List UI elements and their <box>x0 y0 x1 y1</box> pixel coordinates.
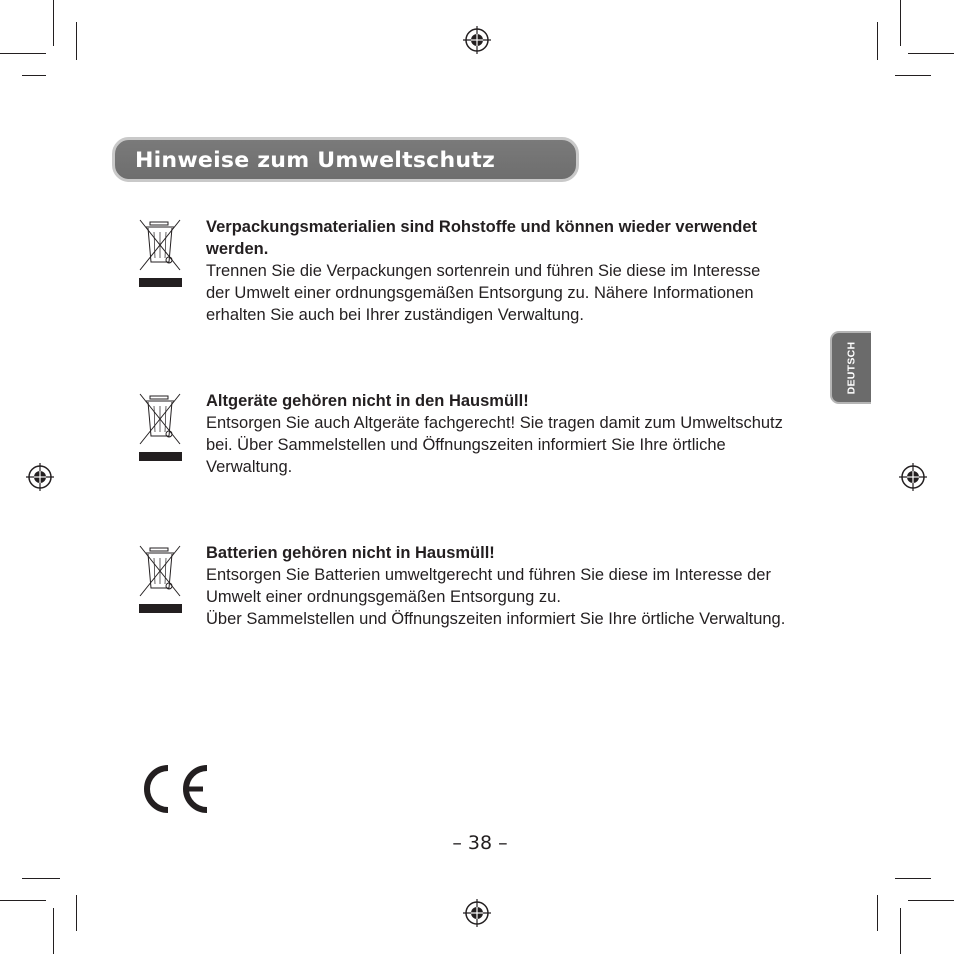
section-title-bar <box>112 137 579 182</box>
ce-mark-icon <box>137 762 211 816</box>
crop-mark <box>53 908 54 954</box>
section-body: Trennen Sie die Verpackungen sortenrein und führen Sie diese im Interesse der Umwelt einer ordnungsgemäßen Entsorgung zu. Nähere Informationen erhalten Sie auch bei Ihrer zuständigen Verwaltung. <box>206 262 761 324</box>
crossed-out-wheelie-bin-icon <box>136 390 184 462</box>
registration-mark-icon <box>24 461 56 493</box>
section-heading: Verpackungsmaterialien sind Rohstoffe und können wieder verwendet werden. <box>206 218 758 258</box>
crop-mark <box>76 22 77 60</box>
section-text <box>206 542 786 630</box>
crossed-out-wheelie-bin-icon <box>136 542 184 614</box>
crop-mark <box>900 0 901 46</box>
crop-mark <box>22 75 46 76</box>
crossed-out-wheelie-bin-icon <box>136 216 184 288</box>
crop-mark <box>76 895 77 931</box>
registration-mark-icon <box>461 897 493 929</box>
crop-mark <box>895 75 931 76</box>
crop-mark <box>877 22 878 60</box>
crop-mark <box>908 900 954 901</box>
crop-mark <box>877 895 878 931</box>
registration-mark-icon <box>897 461 929 493</box>
crop-mark <box>908 53 954 54</box>
crop-mark <box>22 878 60 879</box>
section-heading: Altgeräte gehören nicht in den Hausmüll! <box>206 392 529 410</box>
crop-mark <box>0 53 46 54</box>
section-heading: Batterien gehören nicht in Hausmüll! <box>206 544 495 562</box>
page-number: – 38 – <box>452 832 508 854</box>
crop-mark <box>900 908 901 954</box>
language-tab <box>830 331 871 404</box>
page-title: Hinweise zum Umweltschutz <box>135 147 496 172</box>
section-text <box>206 390 786 478</box>
language-tab-label: DEUTSCH <box>845 341 858 394</box>
section-text <box>206 216 786 326</box>
crop-mark <box>0 900 46 901</box>
crop-mark <box>895 878 931 879</box>
section-body: Entsorgen Sie auch Altgeräte fachgerecht! Sie tragen damit zum Umweltschutz bei. Über Sammelstellen und Öffnungszeiten informiert Sie Ihre örtliche Verwaltung. <box>206 414 783 476</box>
section-body: Entsorgen Sie Batterien umweltgerecht und führen Sie diese im Interesse der Umwelt einer ordnungsgemäßen Entsorgung zu. Über Sammelstellen und Öffnungszeiten informiert Sie Ihre örtliche Verwaltung. <box>206 566 786 628</box>
registration-mark-icon <box>461 24 493 56</box>
crop-mark <box>53 0 54 46</box>
